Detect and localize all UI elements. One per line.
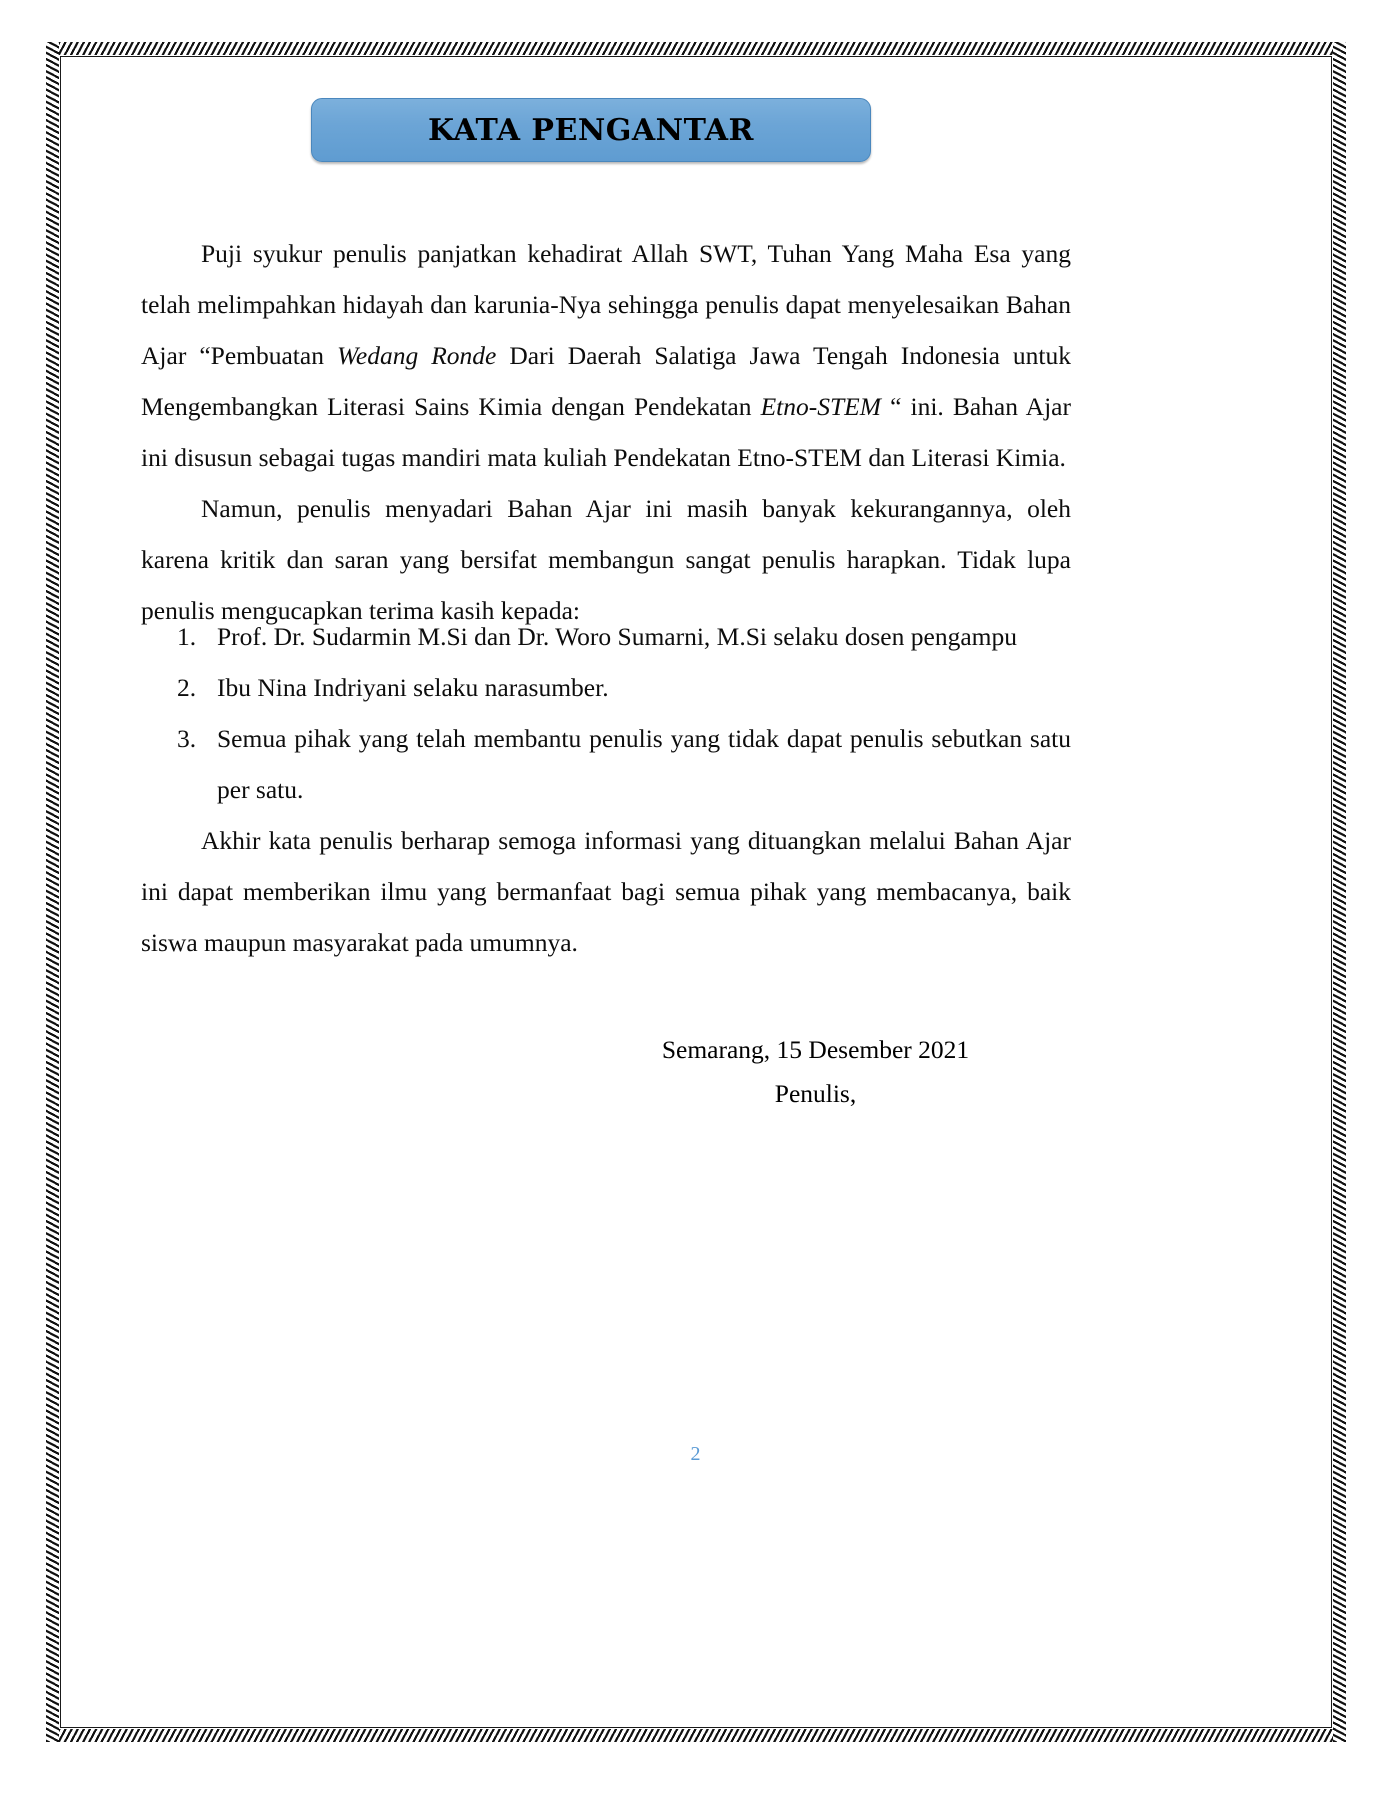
page-title: KATA PENGANTAR [428, 112, 754, 148]
paragraph-acknowledgement: Namun, penulis menyadari Bahan Ajar ini masih banyak kekurangannya, oleh karena kritik dan saran yang bersifat membangun sangat penulis harapkan. Tidak lupa penulis mengucapkan terima kasih kepada: [141, 494, 1071, 625]
signature-place-date: Semarang, 15 Desember 2021 [661, 1035, 970, 1064]
paragraph-opening-text-2: Dari Daerah Salatiga Jawa Tengah Indonesia untuk Mengembangkan Literasi Sains Kimia dengan Pendekatan [141, 341, 1071, 421]
page-title-banner [311, 98, 871, 162]
paragraph-closing: Akhir kata penulis berharap semoga informasi yang dituangkan melalui Bahan Ajar ini dapat memberikan ilmu yang bermanfaat bagi semua pihak yang membacanya, baik siswa maupun masyarakat pada umumnya. [141, 826, 1071, 957]
thanks-list [141, 611, 1071, 815]
list-item-number: 2. [177, 673, 197, 702]
art-border-top-edge [46, 42, 1346, 55]
list-item-text: Ibu Nina Indriyani selaku narasumber. [217, 673, 609, 702]
list-item-number: 1. [177, 622, 197, 651]
art-border-bottom-edge [46, 1729, 1346, 1742]
list-item-text: Semua pihak yang telah membantu penulis yang tidak dapat penulis sebutkan satu per satu. [217, 724, 1071, 804]
paragraph-opening [141, 228, 1071, 483]
thanks-list-block [141, 611, 1071, 815]
art-border-right-edge [1333, 42, 1346, 1742]
italic-wedang-ronde: Wedang Ronde [336, 341, 497, 370]
paragraph-opening-text-3: “ ini. Bahan Ajar ini disusun sebagai tugas mandiri mata kuliah Pendekatan Etno-STEM dan Literasi Kimia. [141, 392, 1071, 472]
list-item [141, 713, 1071, 815]
paragraph-opening-text-1: Puji syukur penulis panjatkan kehadirat Allah SWT, Tuhan Yang Maha Esa yang telah melimpahkan hidayah dan karunia-Nya sehingga penulis dapat menyelesaikan Bahan Ajar “Pembuatan [141, 239, 1071, 370]
paragraph-closing-block [141, 815, 1071, 968]
list-item-number: 3. [177, 724, 197, 753]
page-number: 2 [690, 1443, 701, 1465]
signature-block [560, 1028, 1071, 1116]
list-item [141, 662, 1071, 713]
list-item-text: Prof. Dr. Sudarmin M.Si dan Dr. Woro Sumarni, M.Si selaku dosen pengampu [217, 622, 1017, 651]
signature-signer: Penulis, [774, 1079, 857, 1108]
italic-etno-stem: Etno-STEM [760, 392, 881, 421]
paragraph-opening-block [141, 228, 1071, 483]
list-item [141, 611, 1071, 662]
art-border-left-edge [46, 42, 59, 1742]
